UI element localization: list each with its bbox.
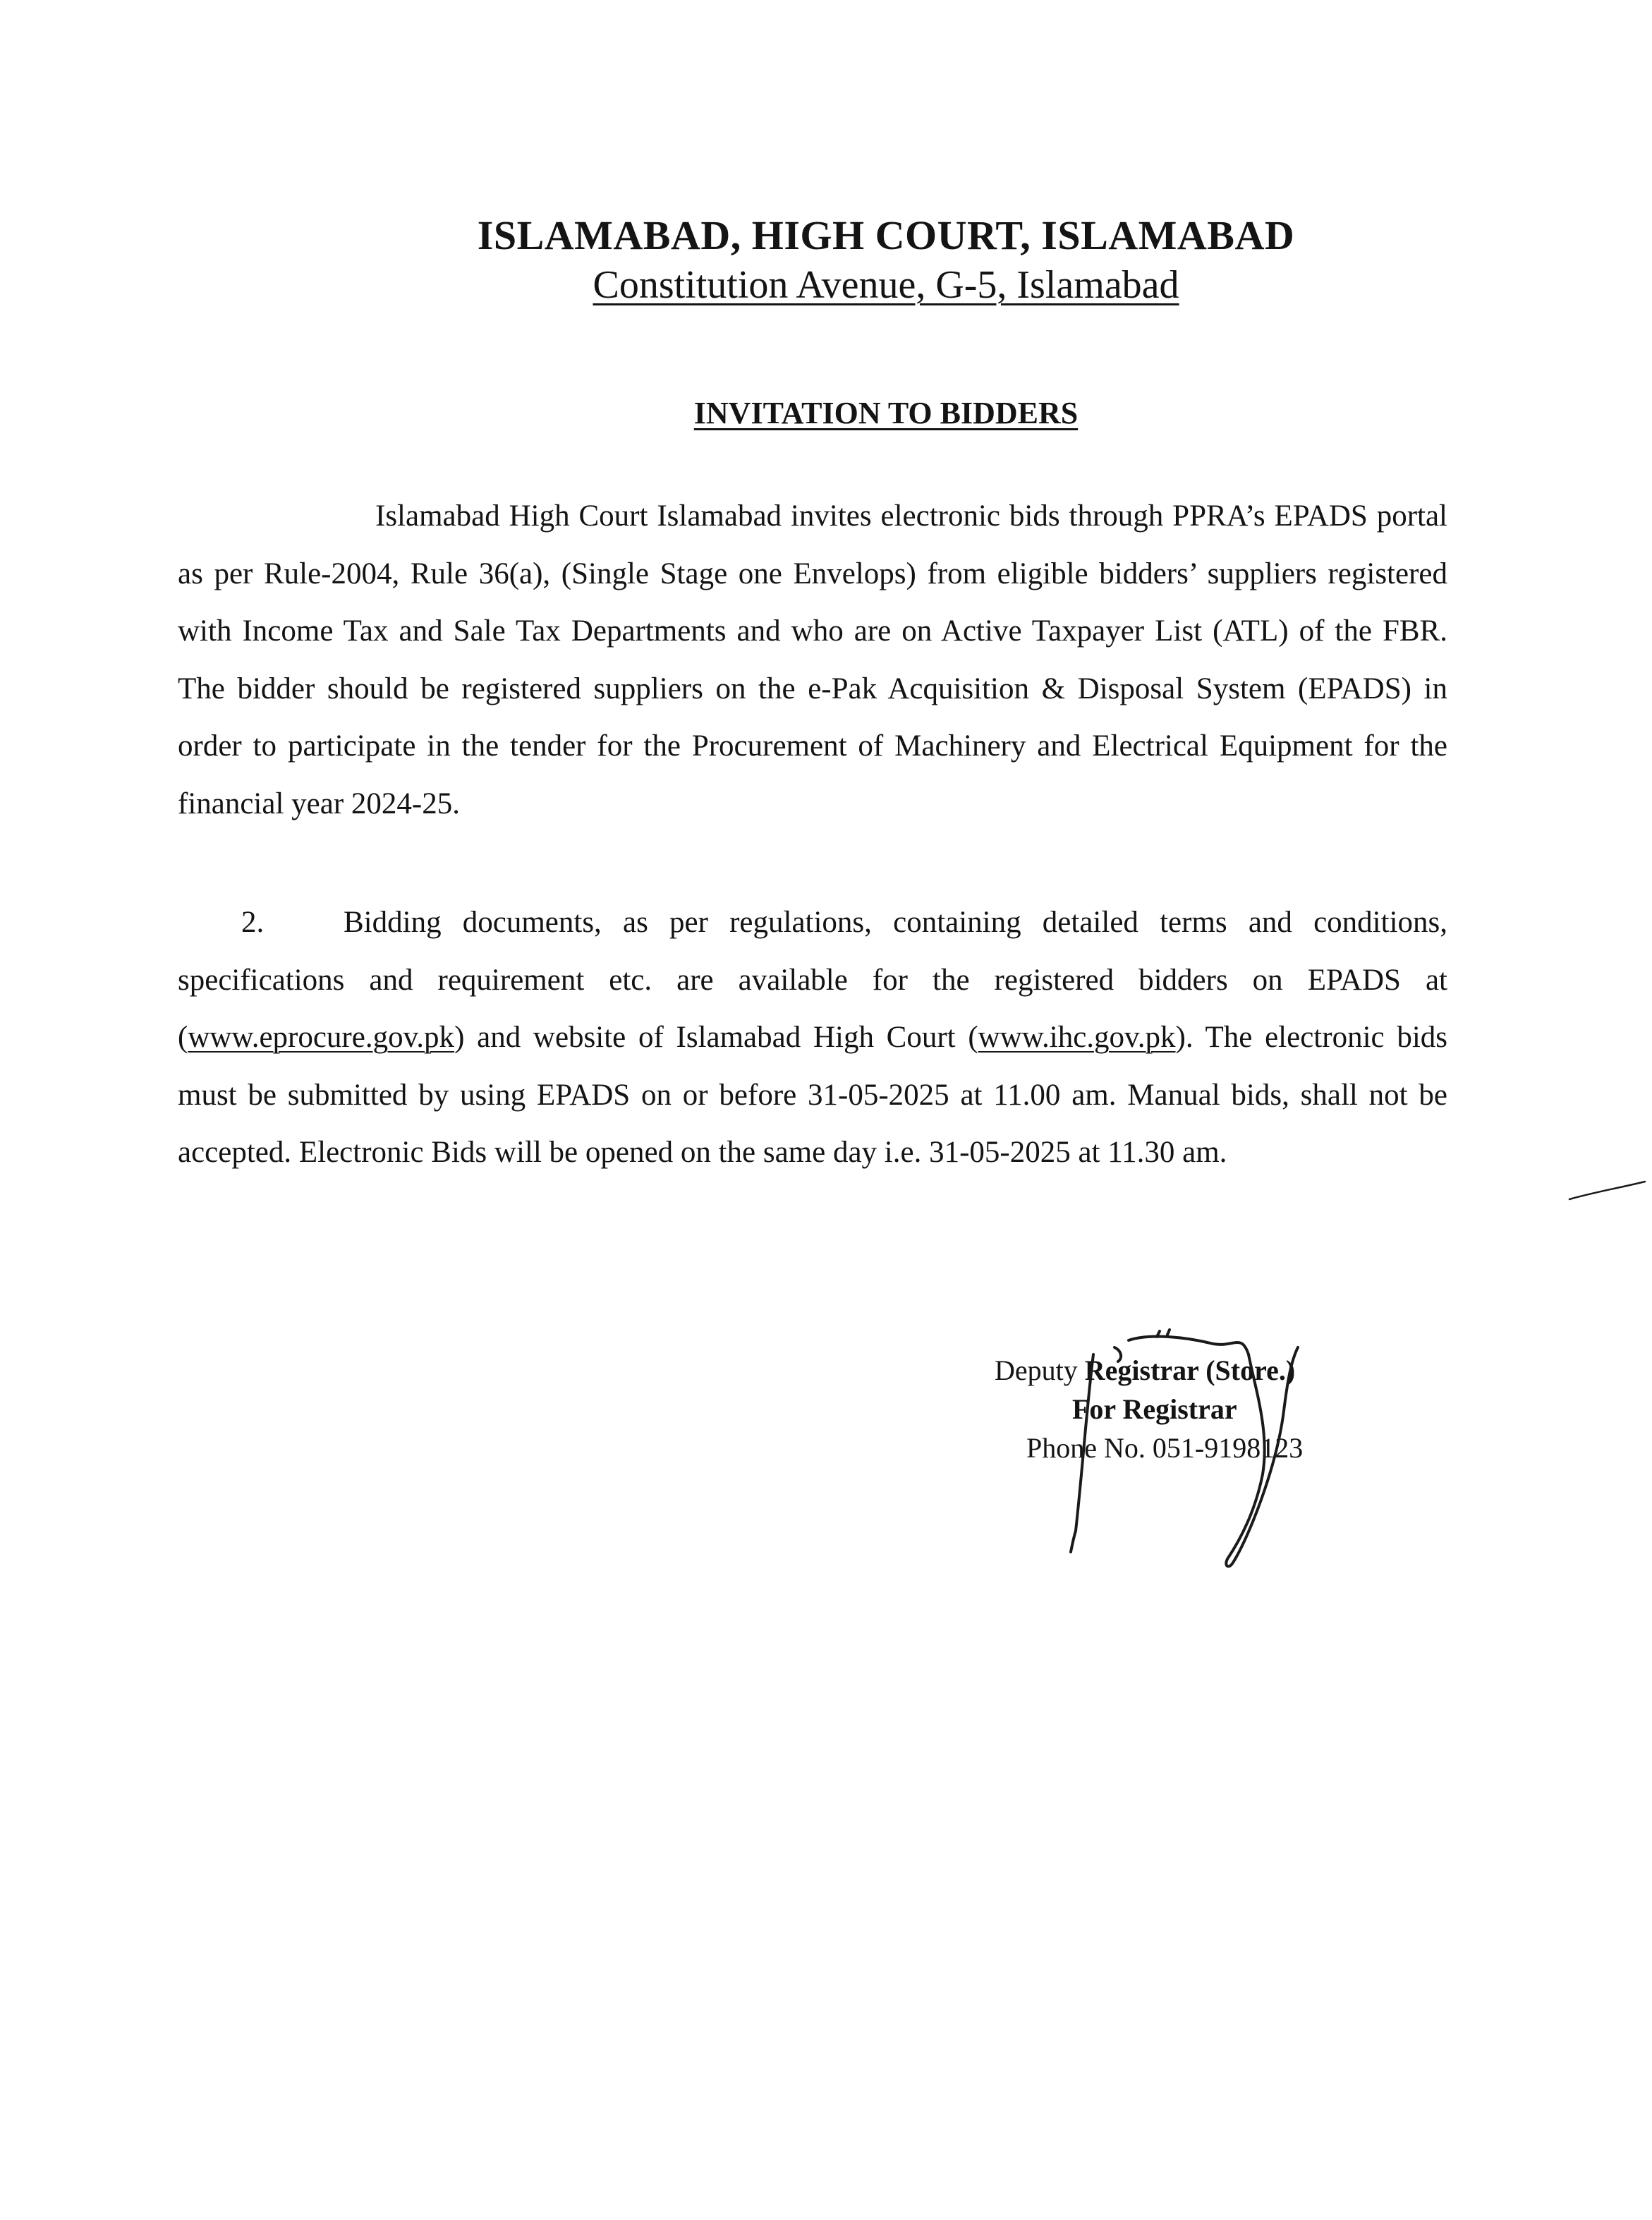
paragraph-2 <box>178 894 1447 1182</box>
signatory-on-behalf: For Registrar <box>1072 1393 1237 1425</box>
court-address: Constitution Avenue, G-5, Islamabad <box>593 263 1179 307</box>
margin-pen-mark <box>1566 1167 1651 1210</box>
paragraph-2-text-b: ) and website of Islamabad High Court ( <box>454 1021 978 1054</box>
notice-title: INVITATION TO BIDDERS <box>693 396 1079 430</box>
paragraph-number: 2. <box>241 906 265 939</box>
paragraph-2-text-c: ). The electronic bids must be submitted by using EPADS on or before 31-05-2025 at 11.00 am. Manual bids, shall not be accepted. Electronic Bids will be opened on the same day i.e. 31-05-2025 at 11.30 am. <box>178 1021 1448 1169</box>
eprocure-link[interactable]: www.eprocure.gov.pk <box>188 1021 455 1054</box>
signatory-title-prefix: Deputy <box>995 1354 1085 1386</box>
court-name: ISLAMABAD, HIGH COURT, ISLAMABAD <box>477 212 1295 258</box>
signatory-title-bold: Registrar (Store.) <box>1084 1354 1296 1386</box>
paragraph-2-text-a: Bidding documents, as per regulations, containing detailed terms and conditions, specifications and requirement etc. are available for the registered bidders on EPADS at ( <box>178 906 1447 1054</box>
signatory-phone: Phone No. 051-9198123 <box>1026 1432 1304 1464</box>
ihc-website-link[interactable]: www.ihc.gov.pk <box>978 1021 1176 1054</box>
handwritten-signature <box>1044 1326 1340 1580</box>
paragraph-1: Islamabad High Court Islamabad invites electronic bids through PPRA’s EPADS portal as per Rule-2004, Rule 36(a), (Single Stage one Envelops) from eligible bidders’ suppliers registered with Income Tax and Sale Tax Departments and who are on Active Taxpayer List (ATL) of the FBR. The bidder should be registered suppliers on the e-Pak Acquisition & Disposal System (EPADS) in order to participate in the tender for the Procurement of Machinery and Electrical Equipment for the financial year 2024-25. <box>178 499 1447 820</box>
